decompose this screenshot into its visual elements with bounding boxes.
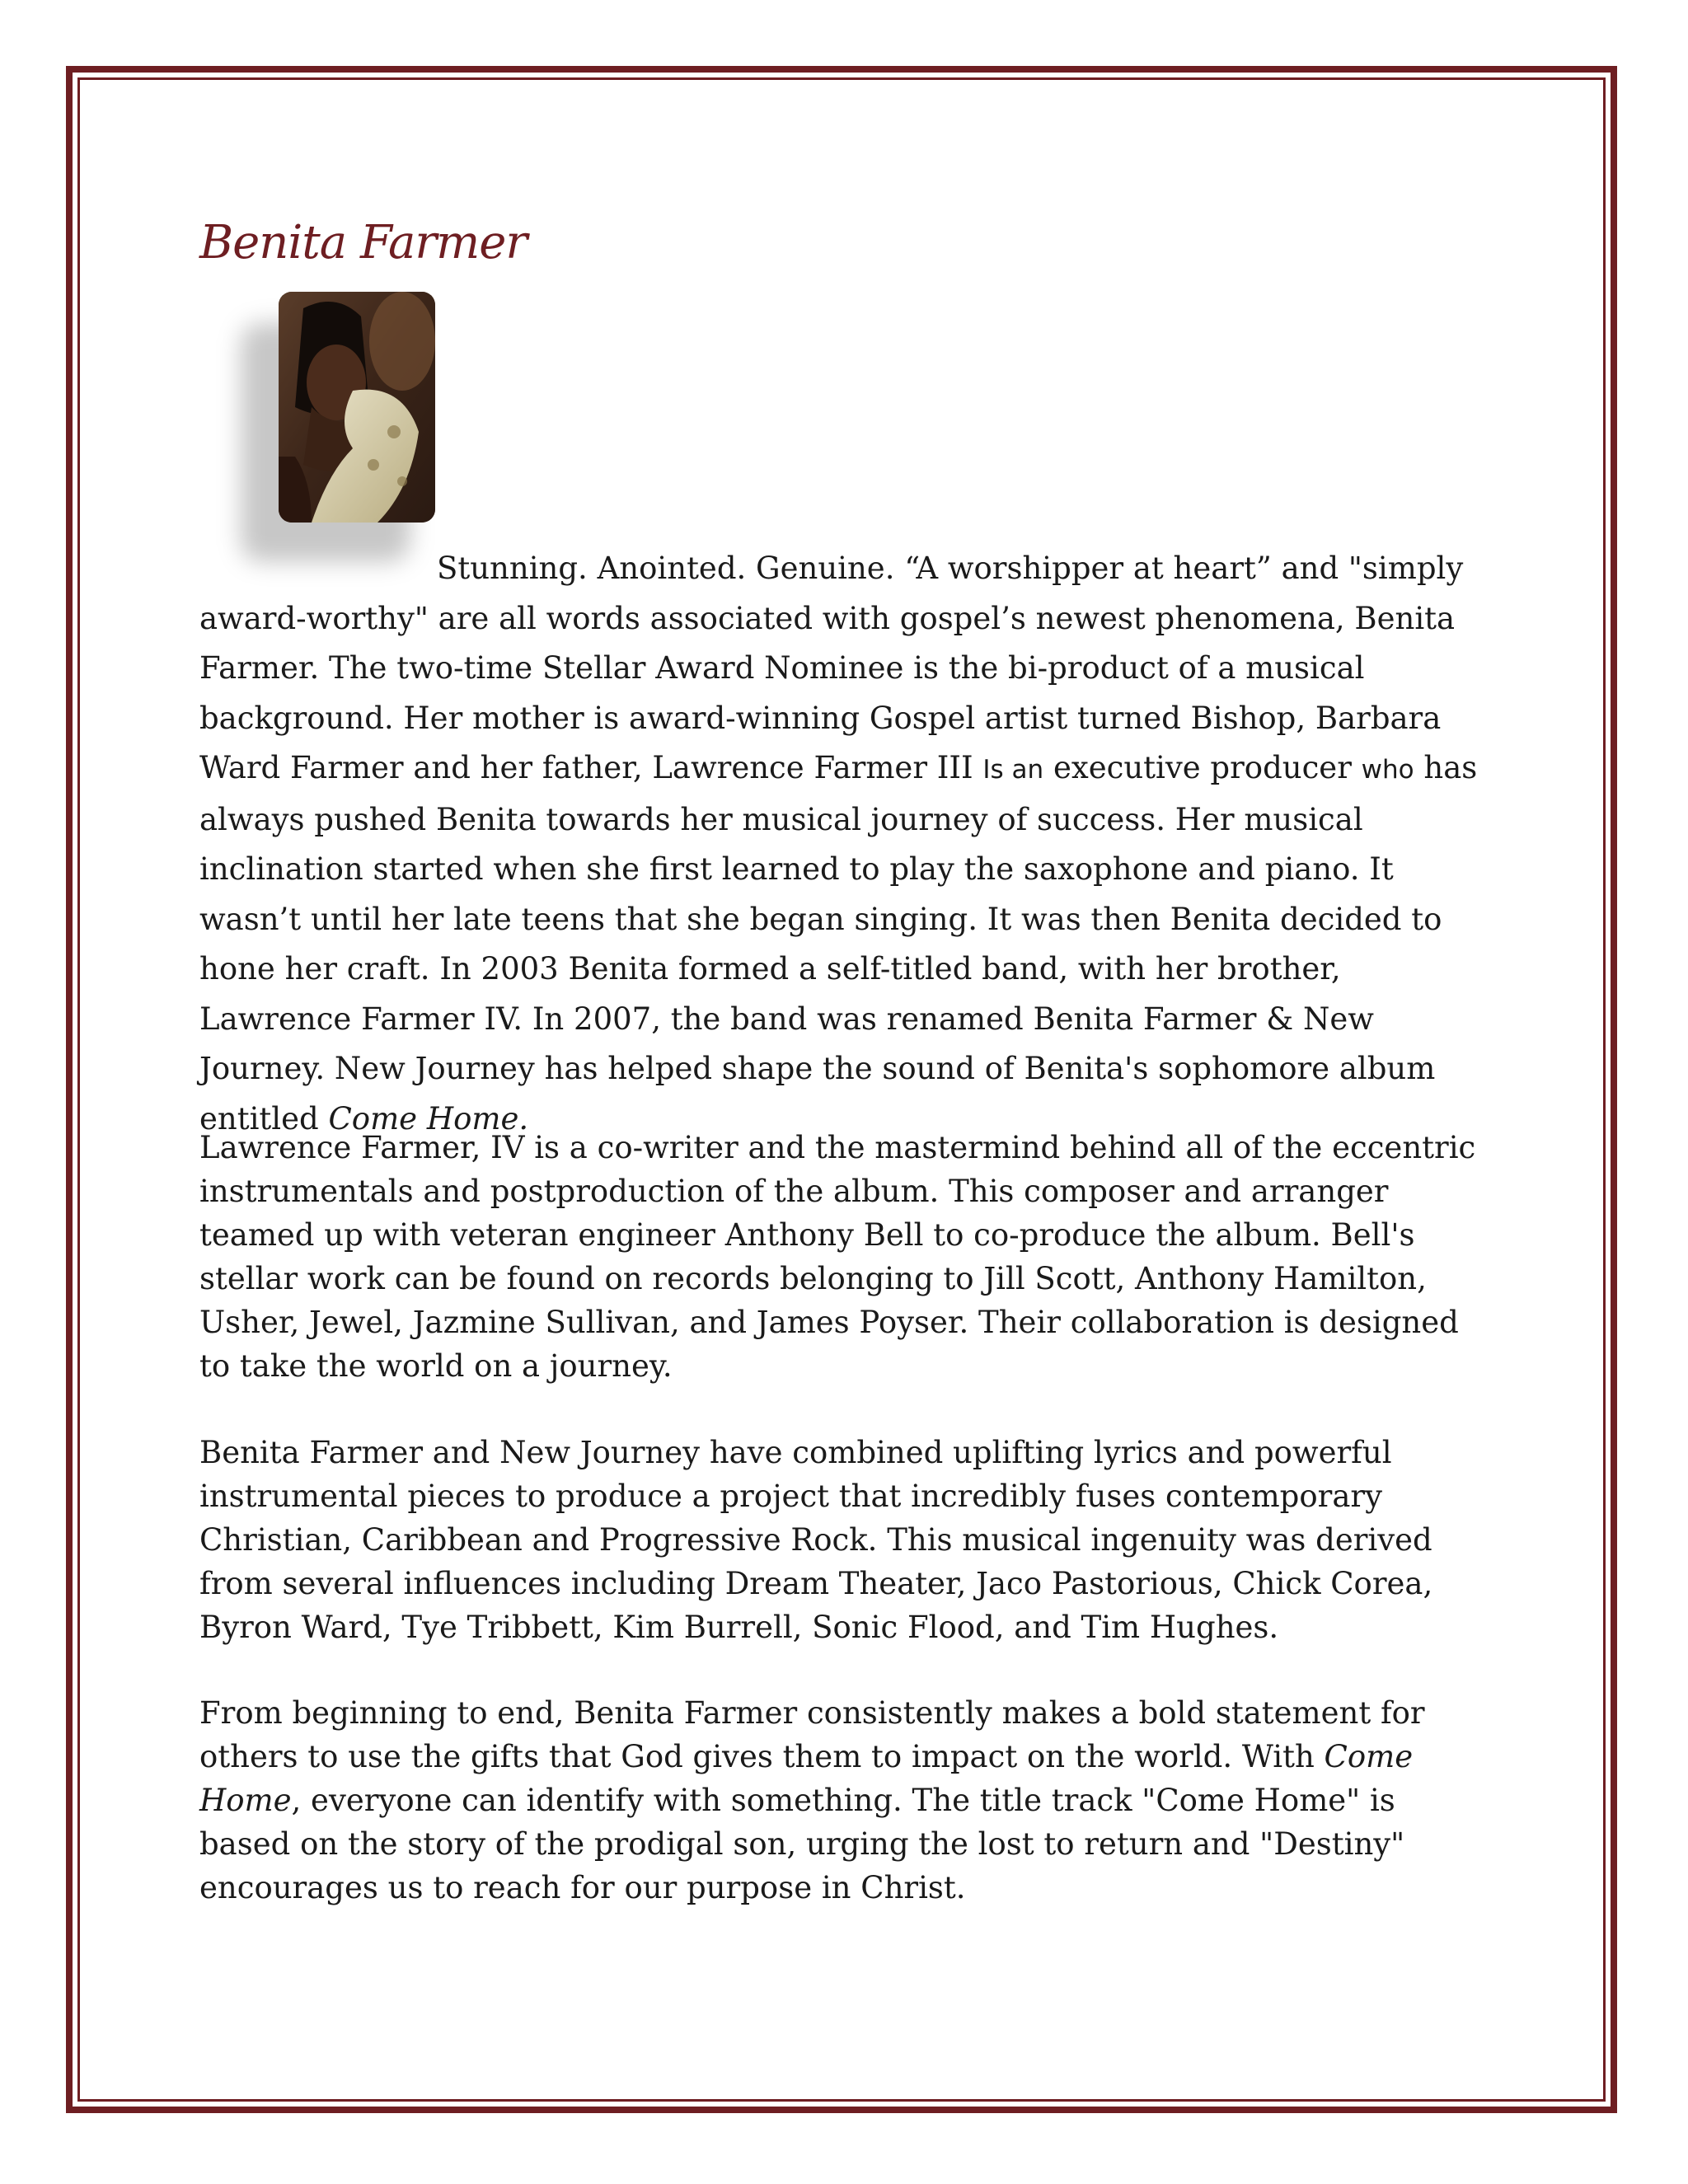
album-title: Come Home.	[328, 1100, 529, 1137]
bio-text: , everyone can identify with something. The title track "Come Home" is based on the story of the prodigal son, urging the lost to return and "Destiny" encourages us to reach for our purpose in Christ.	[199, 1783, 1405, 1905]
bio-text: Is an	[982, 755, 1044, 785]
album-title: Come Home	[199, 1739, 1414, 1818]
bio-text: Stunning. Anointed. Genuine. “A worshipper at heart” and "simply award-worthy" are all words associated with gospel’s newest phenomena, Benita Farmer. The two-time Stellar Award Nominee is the bi-product of a musical background. Her mother is award-winning Gospel artist turned Bishop, Barbara Ward Farmer and her father, Lawrence Farmer III	[199, 551, 1464, 785]
page-title: Benita Farmer	[199, 216, 528, 269]
bio-text: who	[1361, 755, 1414, 785]
portrait-photo	[279, 292, 435, 523]
bio-text: From beginning to end, Benita Farmer consistently makes a bold statement for others to use the gifts that God gives them to impact on the world. With	[199, 1695, 1425, 1774]
bio-text: has always pushed Benita towards her musical journey of success. Her musical inclination started when she first learned to play the saxophone and piano. It wasn’t until her late teens that she began singing. It was then Benita decided to hone her craft. In 2003 Benita formed a self-titled band, with her brother, Lawrence Farmer IV. In 2007, the band was renamed Benita Farmer & New Journey. New Journey has helped shape the sound of Benita's sophomore album entitled	[199, 750, 1478, 1137]
bio-text: executive producer	[1043, 750, 1362, 785]
bio-paragraph-1	[199, 544, 1493, 1144]
bio-paragraph-4	[199, 1691, 1493, 1910]
bio-paragraph-3: Benita Farmer and New Journey have combined uplifting lyrics and powerful instrumental pieces to produce a project that incredibly fuses contemporary Christian, Caribbean and Progressive Rock. This musical ingenuity was derived from several influences including Dream Theater, Jaco Pastorious, Chick Corea, Byron Ward, Tye Tribbett, Kim Burrell, Sonic Flood, and Tim Hughes.	[199, 1435, 1433, 1645]
bio-paragraph-2: Lawrence Farmer, IV is a co-writer and the mastermind behind all of the eccentric instrumentals and postproduction of the album. This composer and arranger teamed up with veteran engineer Anthony Bell to co-produce the album. Bell's stellar work can be found on records belonging to Jill Scott, Anthony Hamilton, Usher, Jewel, Jazmine Sullivan, and James Poyser. Their collaboration is designed to take the world on a journey.	[199, 1130, 1476, 1384]
